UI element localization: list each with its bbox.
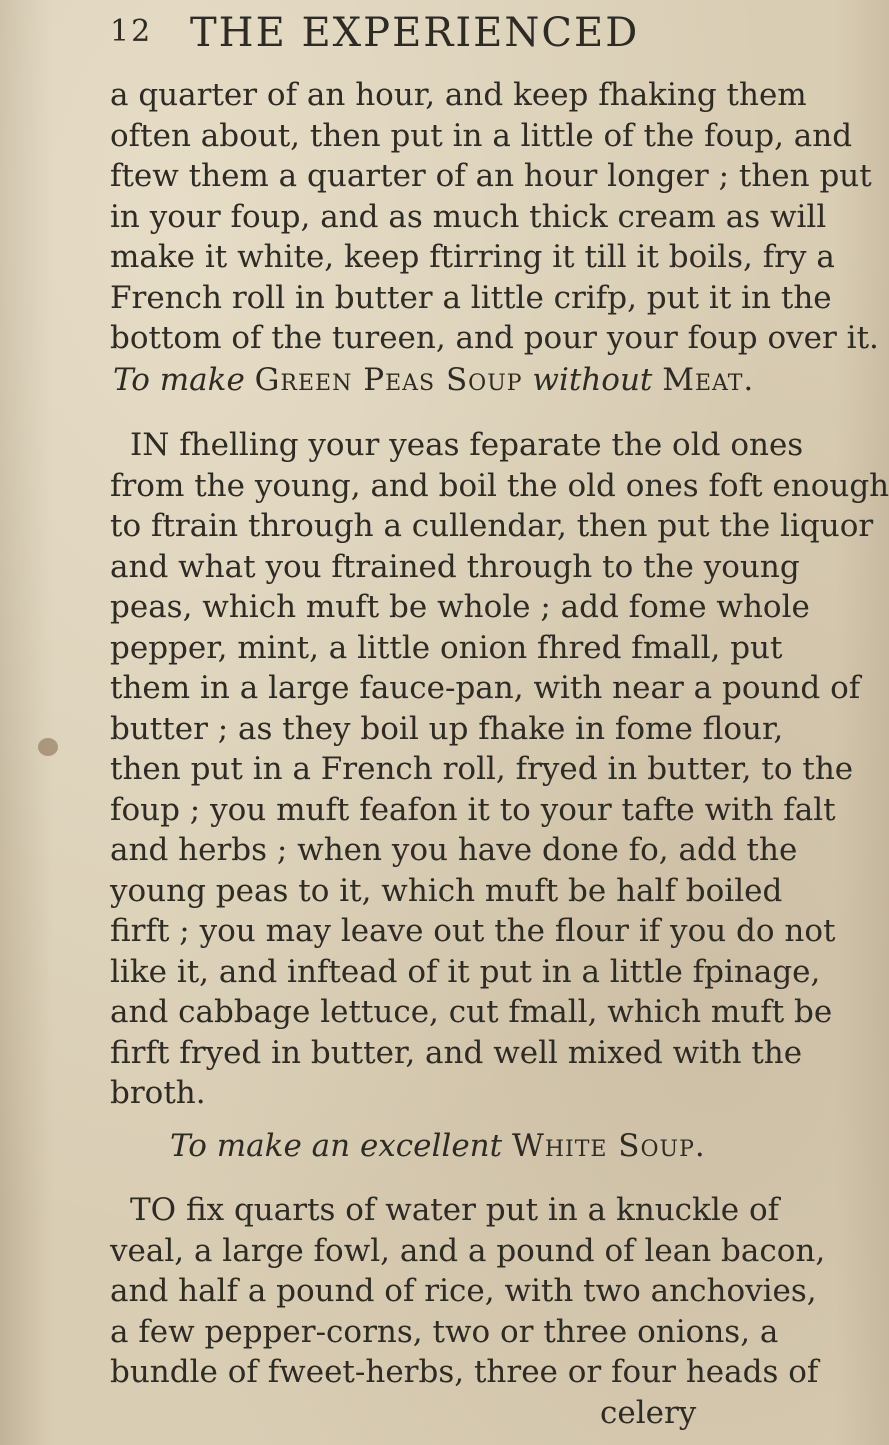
heading-main: Green Peas Soup bbox=[254, 362, 523, 398]
text-line: French roll in butter a little crifp, put it in the bbox=[110, 279, 832, 316]
text-line: bottom of the tureen, and pour your foup over it. bbox=[110, 320, 879, 356]
text-line: from the young, and boil the old ones foft enough bbox=[110, 467, 889, 504]
recipe-heading-green-peas bbox=[113, 362, 754, 398]
running-head bbox=[110, 10, 770, 58]
text-line: butter ; as they boil up fhake in fome flour, bbox=[110, 710, 784, 747]
text-line: celery bbox=[600, 1394, 697, 1431]
text-line: peas, which muft be whole ; add fome whole bbox=[110, 589, 810, 625]
text-line: young peas to it, which muft be half boiled bbox=[110, 872, 783, 909]
text-line: ftew them a quarter of an hour longer ; then put bbox=[110, 158, 872, 194]
text-line: foup ; you muft feafon it to your tafte with falt bbox=[110, 791, 836, 828]
text-line: in your foup, and as much thick cream as will bbox=[110, 198, 827, 235]
text-line: IN fhelling your yeas feparate the old ones bbox=[130, 427, 804, 463]
heading-mid: without bbox=[532, 362, 653, 398]
text-line: like it, and inftead of it put in a little fpinage, bbox=[110, 953, 821, 990]
page-number: 12 bbox=[110, 14, 153, 49]
text-line: bundle of fweet-herbs, three or four heads of bbox=[110, 1354, 819, 1390]
running-title: THE EXPERIENCED bbox=[190, 10, 640, 56]
text-line: then put in a French roll, fryed in butter, to the bbox=[110, 751, 854, 787]
intro-paragraph bbox=[110, 75, 879, 359]
text-line: pepper, mint, a little onion fhred fmall, put bbox=[110, 629, 783, 666]
text-line: veal, a large fowl, and a pound of lean bacon, bbox=[110, 1232, 826, 1269]
text-line: firft fryed in butter, and well mixed with the bbox=[110, 1034, 803, 1071]
text-line: broth. bbox=[110, 1075, 206, 1111]
text-line: and cabbage lettuce, cut fmall, which muft be bbox=[110, 994, 833, 1030]
text-line: and what you ftrained through to the young bbox=[110, 548, 800, 585]
heading-prefix: To make bbox=[113, 362, 245, 398]
text-line: TO fix quarts of water put in a knuckle of bbox=[130, 1192, 780, 1228]
text-line: and herbs ; when you have done fo, add the bbox=[110, 832, 798, 868]
text-line: make it white, keep ftirring it till it boils, fry a bbox=[110, 239, 835, 275]
heading-main: White Soup. bbox=[511, 1128, 706, 1164]
text-line: to ftrain through a cullendar, then put the liquor bbox=[110, 508, 874, 544]
ink-smudge bbox=[38, 738, 58, 756]
recipe-body-green-peas bbox=[110, 425, 889, 1114]
heading-end: Meat. bbox=[662, 362, 755, 398]
text-line: a few pepper-corns, two or three onions, a bbox=[110, 1313, 779, 1350]
text-line: them in a large fauce-pan, with near a pound of bbox=[110, 670, 861, 706]
text-line: a quarter of an hour, and keep fhaking them bbox=[110, 77, 807, 113]
recipe-heading-white-soup bbox=[170, 1128, 706, 1164]
recipe-body-white-soup bbox=[110, 1190, 826, 1433]
text-line: firft ; you may leave out the flour if you do not bbox=[110, 913, 836, 949]
text-line: often about, then put in a little of the foup, and bbox=[110, 117, 853, 154]
heading-prefix: To make an excellent bbox=[170, 1128, 503, 1164]
text-line: and half a pound of rice, with two anchovies, bbox=[110, 1273, 817, 1309]
